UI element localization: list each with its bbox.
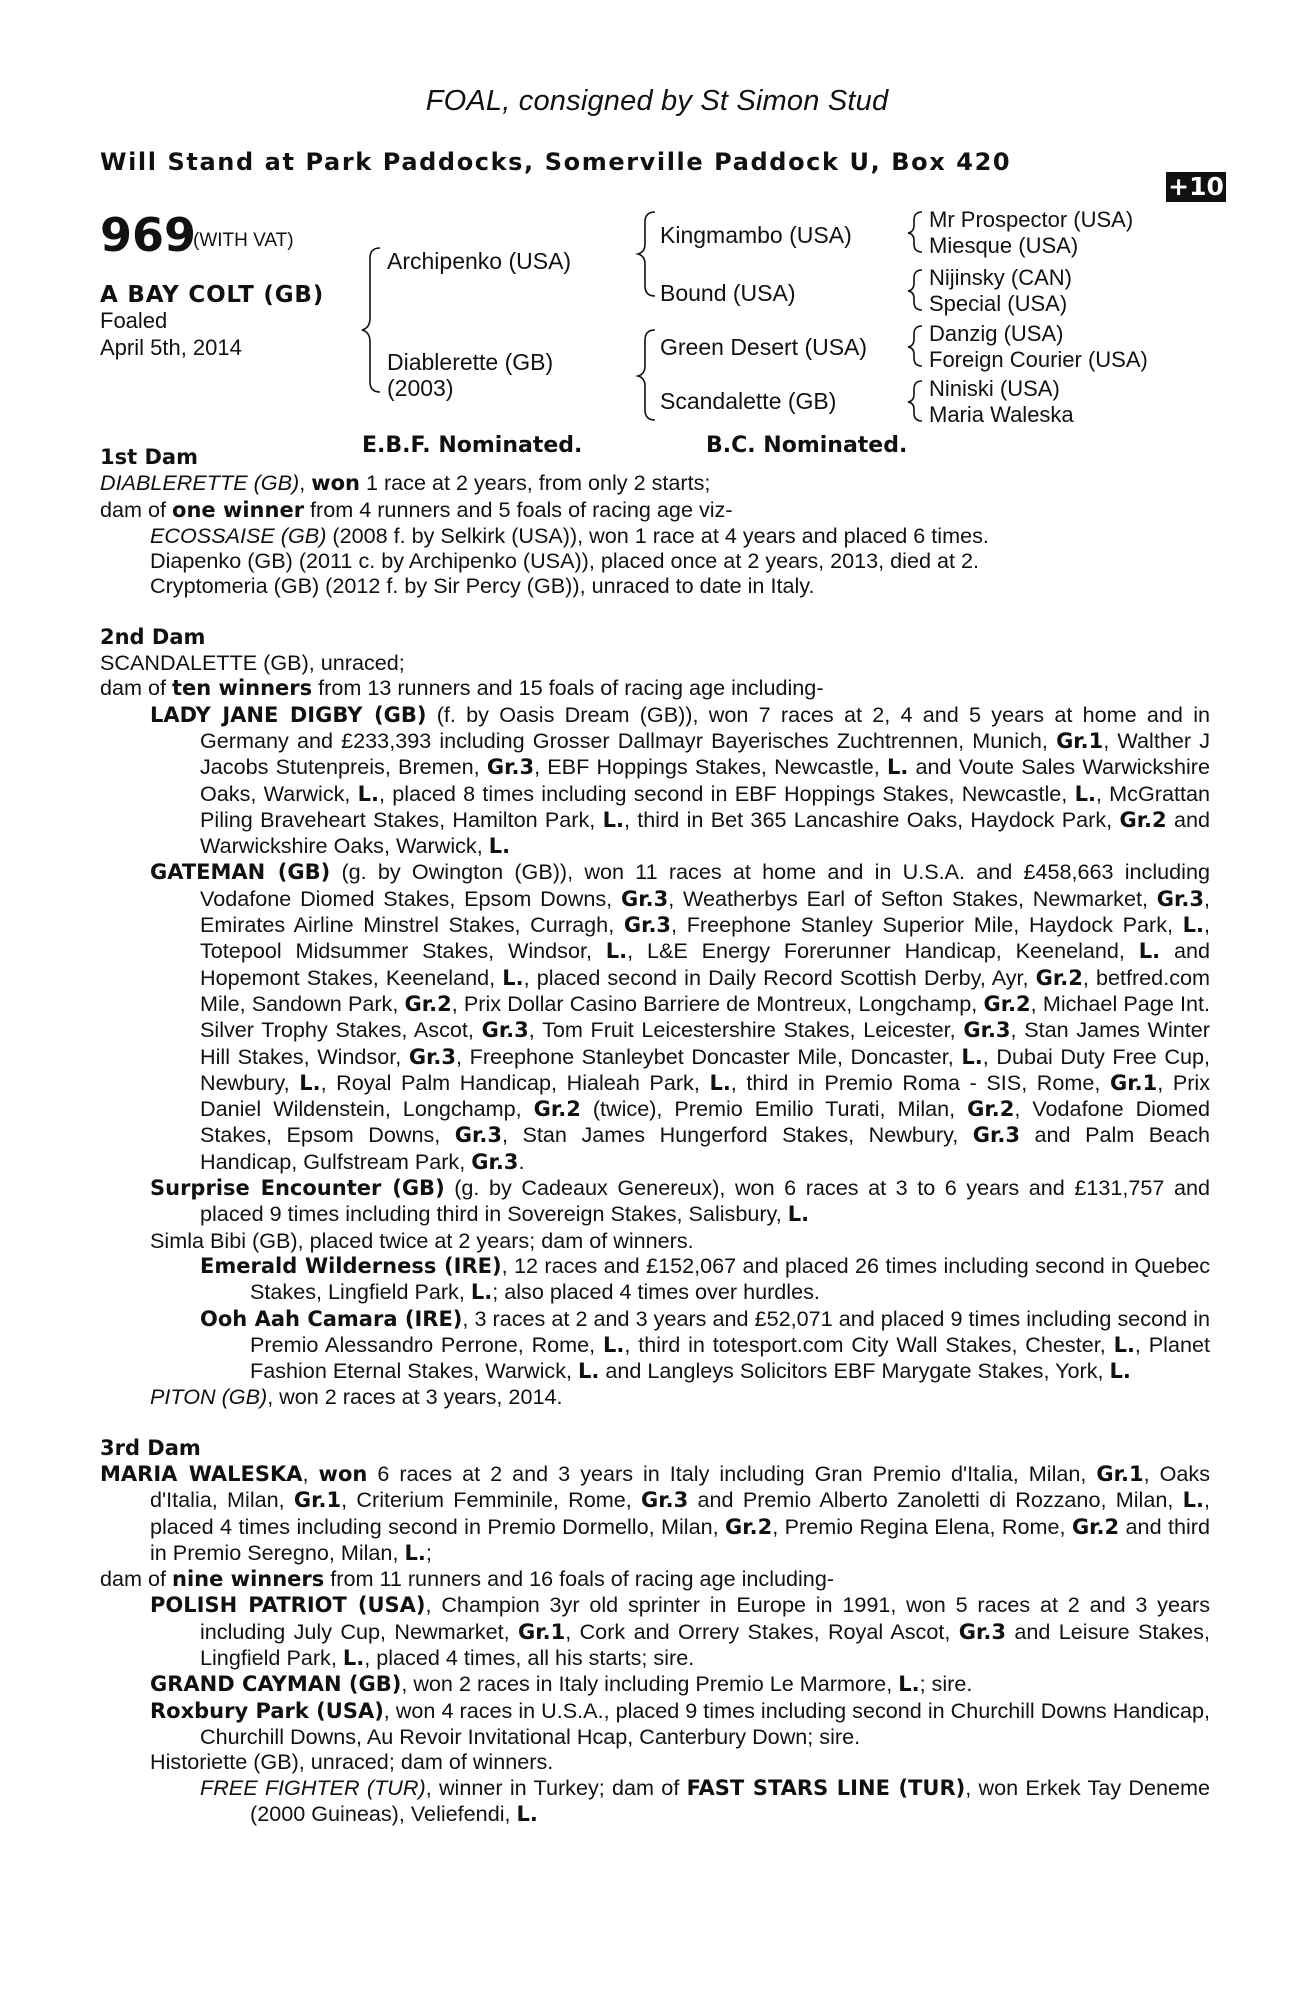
bc-nominated: B.C. Nominated. [706, 433, 908, 458]
lot-number: 969 [100, 208, 197, 262]
third-dam-heading: 3rd Dam [100, 1435, 201, 1460]
lot-vat: (WITH VAT) [193, 230, 294, 251]
ggp-1: Mr Prospector (USA) [929, 207, 1134, 232]
produce-cryptomeria: Cryptomeria (GB) (2012 f. by Sir Percy (GB)), unraced to date in Italy. [150, 573, 815, 599]
produce-lady-jane-digby: LADY JANE DIGBY (GB) (f. by Oasis Dream (GB)), won 7 races at 2, 4 and 5 years at home and in Germany and £233,393 including Grosser Dallmayr Bayerisches Zuchtrennen, Munich, Gr.1, Walther J Jacobs Stutenpreis, Bremen, Gr.3, EBF Hoppings Stakes, Newcastle, L. and Voute Sales Warwickshire Oaks, Warwick, L., placed 8 times including second in EBF Hoppings Stakes, Newcastle, L., McGrattan Piling Braveheart Stakes, Hamilton Park, L., third in Bet 365 Lancashire Oaks, Haydock Park, Gr.2 and Warwickshire Oaks, Warwick, L. [150, 701, 1210, 859]
produce-surprise-encounter: Surprise Encounter (GB) (g. by Cadeaux Genereux), won 6 races at 3 to 6 years and £131,757 and placed 9 times including third in Sovereign Stakes, Salisbury, L. [150, 1175, 1210, 1227]
ggp-3: Nijinsky (CAN) [929, 265, 1072, 290]
produce-emerald-wilderness: Emerald Wilderness (IRE), 12 races and £152,067 and placed 26 times including second in Quebec Stakes, Lingfield Park, L.; also placed 4 times over hurdles. [200, 1252, 1211, 1305]
ggp-8: Maria Waleska [929, 402, 1074, 427]
lot-title: A BAY COLT (GB) [100, 282, 325, 308]
produce-ecossaise: ECOSSAISE (GB) (2008 f. by Selkirk (USA)), won 1 race at 4 years and placed 6 times. [150, 522, 989, 548]
first-dam-line: DIABLERETTE (GB), won 1 race at 2 years, from only 2 starts; [100, 470, 711, 496]
second-dam-line: SCANDALETTE (GB), unraced; [100, 650, 405, 676]
second-dam-produce: dam of ten winners from 13 runners and 15 foals of racing age including- [100, 675, 824, 701]
third-dam-line: MARIA WALESKA, won 6 races at 2 and 3 years in Italy including Gran Premio d'Italia, Milan, Gr.1, Oaks d'Italia, Milan, Gr.1, Criterium Femminile, Rome, Gr.3 and Premio Alberto Zanoletti di Rozzano, Milan, L., placed 4 times including second in Premio Dormello, Milan, Gr.2, Premio Regina Elena, Rome, Gr.2 and third in Premio Seregno, Milan, L.; [100, 1460, 1210, 1565]
first-dam-heading: 1st Dam [100, 445, 198, 469]
third-dam-produce: dam of nine winners from 11 runners and 16 foals of racing age including- [100, 1566, 835, 1592]
dam: Diablerette (GB) [387, 349, 554, 375]
sire: Archipenko (USA) [387, 248, 572, 274]
ggp-4: Special (USA) [929, 291, 1068, 316]
dam-dam: Scandalette (GB) [660, 388, 837, 414]
second-dam-heading: 2nd Dam [100, 624, 206, 649]
ggp-5: Danzig (USA) [929, 321, 1064, 346]
stand-location: Will Stand at Park Paddocks, Somerville Paddock U, Box 420 [100, 148, 1012, 176]
price-badge-text: +10 [1168, 172, 1224, 201]
first-dam-produce: dam of one winner from 4 runners and 5 foals of racing age viz- [100, 496, 733, 522]
foaled-label: Foaled [100, 308, 168, 333]
foaled-date: April 5th, 2014 [100, 335, 242, 360]
produce-polish-patriot: POLISH PATRIOT (USA), Champion 3yr old sprinter in Europe in 1991, won 5 races at 2 and 3 years including July Cup, Newmarket, Gr.1, Cork and Orrery Stakes, Royal Ascot, Gr.3 and Leisure Stakes, Lingfield Park, L., placed 4 times, all his starts; sire. [150, 1592, 1210, 1671]
produce-gateman: GATEMAN (GB) (g. by Owington (GB)), won 11 races at home and in U.S.A. and £458,663 including Vodafone Diomed Stakes, Epsom Downs, Gr.3, Weatherbys Earl of Sefton Stakes, Newmarket, Gr.3, Emirates Airline Minstrel Stakes, Curragh, Gr.3, Freephone Stanley Superior Mile, Haydock Park, L., Totepool Midsummer Stakes, Windsor, L., L&E Energy Forerunner Handicap, Keeneland, L. and Hopemont Stakes, Keeneland, L., placed second in Daily Record Scottish Derby, Ayr, Gr.2, betfred.com Mile, Sandown Park, Gr.2, Prix Dollar Casino Barriere de Montreux, Longchamp, Gr.2, Michael Page Int. Silver Trophy Stakes, Ascot, Gr.3, Tom Fruit Leicestershire Stakes, Leicester, Gr.3, Stan James Winter Hill Stakes, Windsor, Gr.3, Freephone Stanleybet Doncaster Mile, Doncaster, L., Dubai Duty Free Cup, Newbury, L., Royal Palm Handicap, Hialeah Park, L., third in Premio Roma - SIS, Rome, Gr.1, Prix Daniel Wildenstein, Longchamp, Gr.2 (twice), Premio Emilio Turati, Milan, Gr.2, Vodafone Diomed Stakes, Epsom Downs, Gr.3, Stan James Hungerford Stakes, Newbury, Gr.3 and Palm Beach Handicap, Gulfstream Park, Gr.3. [150, 859, 1211, 1174]
produce-diapenko: Diapenko (GB) (2011 c. by Archipenko (USA)), placed once at 2 years, 2013, died at 2. [150, 548, 980, 574]
sire-dam: Bound (USA) [660, 280, 796, 306]
ggp-6: Foreign Courier (USA) [929, 347, 1148, 372]
dam-year: (2003) [387, 375, 454, 401]
consignment-line: FOAL, consigned by St Simon Stud [425, 85, 889, 117]
sire-sire: Kingmambo (USA) [660, 222, 852, 248]
produce-free-fighter: FREE FIGHTER (TUR), winner in Turkey; dam of FAST STARS LINE (TUR), won Erkek Tay Deneme (2000 Guineas), Veliefendi, L. [200, 1774, 1211, 1826]
dam-sire: Green Desert (USA) [660, 334, 868, 360]
produce-historiette: Historiette (GB), unraced; dam of winners. [150, 1749, 554, 1775]
produce-piton: PITON (GB), won 2 races at 3 years, 2014. [150, 1384, 563, 1410]
ggp-2: Miesque (USA) [929, 233, 1079, 258]
catalogue-body [100, 445, 1210, 1827]
produce-simla-bibi: Simla Bibi (GB), placed twice at 2 years; dam of winners. [150, 1227, 694, 1253]
produce-grand-cayman: GRAND CAYMAN (GB), won 2 races in Italy including Premio Le Marmore, L.; sire. [150, 1671, 973, 1697]
produce-ooh-aah-camara: Ooh Aah Camara (IRE), 3 races at 2 and 3 years and £52,071 and placed 9 times including second in Premio Alessandro Perrone, Rome, L., third in totesport.com City Wall Stakes, Chester, L., Planet Fashion Eternal Stakes, Warwick, L. and Langleys Solicitors EBF Marygate Stakes, York, L. [200, 1305, 1210, 1384]
produce-roxbury-park: Roxbury Park (USA), won 4 races in U.S.A., placed 9 times including second in Churchill Downs Handicap, Churchill Downs, Au Revoir Invitational Hcap, Canterbury Down; sire. [150, 1697, 1210, 1749]
ebf-nominated: E.B.F. Nominated. [362, 433, 583, 458]
ggp-7: Niniski (USA) [929, 376, 1060, 401]
